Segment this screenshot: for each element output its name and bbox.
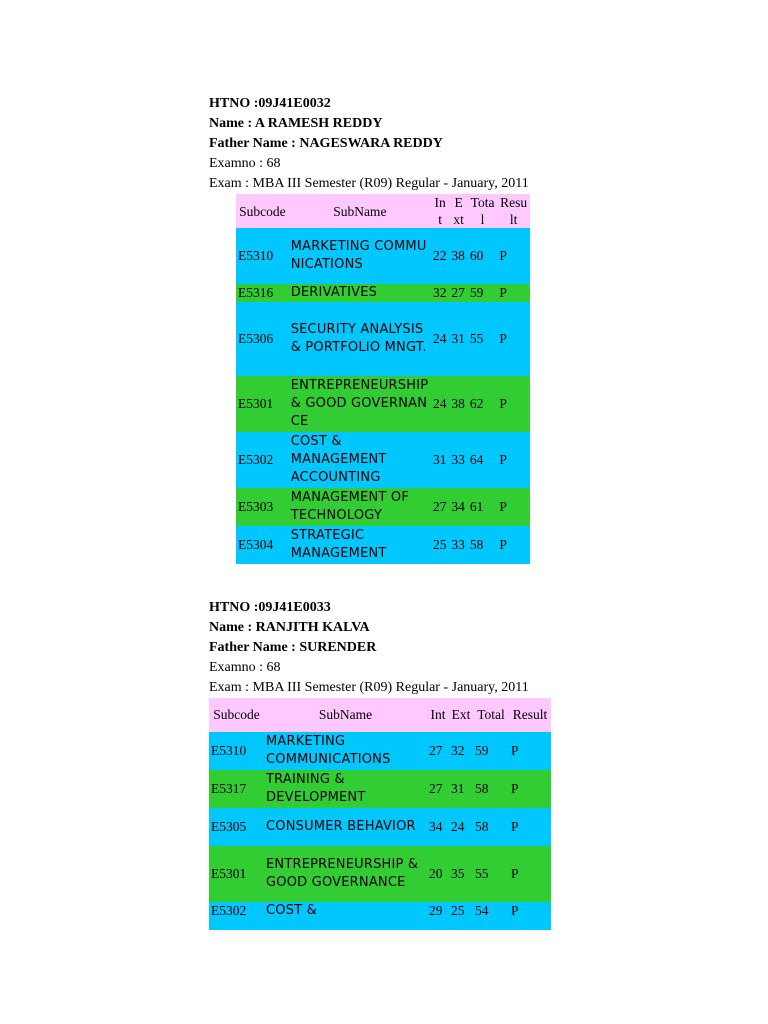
int-cell: 20 — [427, 846, 449, 902]
ext-cell: 34 — [449, 488, 467, 526]
ext-header: Ext — [449, 194, 467, 228]
htno-line — [209, 94, 530, 114]
table-row — [236, 526, 530, 564]
int-cell: 24 — [431, 376, 449, 432]
total-cell: 58 — [473, 808, 509, 846]
table-row — [236, 432, 530, 488]
result-cell: P — [509, 846, 551, 902]
int-cell: 24 — [431, 302, 449, 376]
subcode-header: Subcode — [209, 698, 264, 732]
name-value: RANJITH KALVA — [255, 620, 370, 635]
total-cell: 58 — [473, 770, 509, 808]
table-row — [236, 376, 530, 432]
ext-cell: 38 — [449, 228, 467, 284]
total-cell: 59 — [468, 284, 498, 302]
ext-cell: 38 — [449, 376, 467, 432]
exam-label: Exam : — [209, 680, 253, 695]
total-cell: 55 — [468, 302, 498, 376]
table-row — [209, 732, 551, 770]
total-cell: 64 — [468, 432, 498, 488]
table-header-row — [209, 698, 551, 732]
total-cell: 60 — [468, 228, 498, 284]
father-name-value: NAGESWARA REDDY — [299, 136, 443, 151]
subcode-cell: E5306 — [236, 302, 289, 376]
table-row — [236, 228, 530, 284]
table-row — [236, 284, 530, 302]
result-cell: P — [509, 732, 551, 770]
int-cell: 32 — [431, 284, 449, 302]
total-header: Total — [473, 698, 509, 732]
exam-line — [209, 174, 530, 194]
subname-cell: SECURITY ANALYSIS & PORTFOLIO MNGT. — [289, 302, 431, 376]
name-value: A RAMESH REDDY — [254, 116, 383, 131]
subname-cell: TRAINING & DEVELOPMENT — [264, 770, 427, 808]
subname-cell: DERIVATIVES — [289, 284, 431, 302]
subname-cell: MANAGEMENT OF TECHNOLOGY — [289, 488, 431, 526]
total-cell: 55 — [473, 846, 509, 902]
table-row — [209, 846, 551, 902]
result-header: Result — [509, 698, 551, 732]
subname-cell: ENTREPRENEURSHIP & GOOD GOVERNANCE — [289, 376, 431, 432]
subcode-cell: E5302 — [236, 432, 289, 488]
ext-cell: 33 — [449, 432, 467, 488]
table-row — [209, 770, 551, 808]
htno-label: HTNO : — [209, 600, 259, 615]
examno-value: 68 — [266, 660, 281, 675]
result-cell: P — [509, 808, 551, 846]
result-cell: P — [497, 432, 530, 488]
exam-value: MBA III Semester (R09) Regular - January, 2011 — [252, 680, 529, 695]
int-cell: 31 — [431, 432, 449, 488]
father-name-value: SURENDER — [299, 640, 377, 655]
table-row — [209, 808, 551, 846]
examno-line — [209, 154, 530, 174]
result-cell: P — [497, 228, 530, 284]
marks-table — [236, 194, 530, 564]
subname-cell: CONSUMER BEHAVIOR — [264, 808, 427, 846]
father-name-label: Father Name : — [209, 640, 300, 655]
total-cell: 58 — [468, 526, 498, 564]
name-line — [209, 114, 530, 134]
ext-cell: 32 — [449, 732, 473, 770]
table-row — [209, 902, 551, 930]
result-cell: P — [497, 376, 530, 432]
subcode-cell: E5310 — [209, 732, 264, 770]
ext-cell: 31 — [449, 770, 473, 808]
total-cell: 59 — [473, 732, 509, 770]
subname-cell: ENTREPRENEURSHIP & GOOD GOVERNANCE — [264, 846, 427, 902]
subcode-cell: E5304 — [236, 526, 289, 564]
name-line — [209, 618, 551, 638]
int-header: Int — [427, 698, 449, 732]
marks-table — [209, 698, 551, 930]
int-cell: 25 — [431, 526, 449, 564]
father-name-line — [209, 638, 551, 658]
result-record-1 — [209, 94, 530, 564]
result-cell: P — [509, 770, 551, 808]
subcode-cell: E5303 — [236, 488, 289, 526]
examno-line — [209, 658, 551, 678]
father-name-label: Father Name : — [209, 136, 300, 151]
table-header-row — [236, 194, 530, 228]
htno-label: HTNO : — [209, 96, 259, 111]
htno-value: 09J41E0032 — [258, 96, 331, 111]
ext-cell: 33 — [449, 526, 467, 564]
int-header: Int — [431, 194, 449, 228]
father-name-line — [209, 134, 530, 154]
name-label: Name : — [209, 116, 255, 131]
subname-cell: MARKETING COMMUNICATIONS — [289, 228, 431, 284]
int-cell: 27 — [427, 732, 449, 770]
int-cell: 34 — [427, 808, 449, 846]
examno-label: Examno : — [209, 156, 267, 171]
result-cell: P — [497, 488, 530, 526]
subcode-header: Subcode — [236, 194, 289, 228]
int-cell: 27 — [431, 488, 449, 526]
subname-cell: COST & MANAGEMENT ACCOUNTING — [289, 432, 431, 488]
examno-label: Examno : — [209, 660, 267, 675]
htno-line — [209, 598, 551, 618]
result-cell: P — [497, 526, 530, 564]
subname-cell: STRATEGIC MANAGEMENT — [289, 526, 431, 564]
subcode-cell: E5305 — [209, 808, 264, 846]
subcode-cell: E5310 — [236, 228, 289, 284]
name-label: Name : — [209, 620, 256, 635]
result-cell: P — [497, 284, 530, 302]
exam-label: Exam : — [209, 176, 253, 191]
ext-cell: 25 — [449, 902, 473, 930]
examno-value: 68 — [266, 156, 281, 171]
ext-cell: 31 — [449, 302, 467, 376]
ext-header: Ext — [449, 698, 473, 732]
subcode-cell: E5317 — [209, 770, 264, 808]
htno-value: 09J41E0033 — [258, 600, 331, 615]
subcode-cell: E5301 — [236, 376, 289, 432]
subname-cell: COST & — [264, 902, 427, 930]
subname-cell: MARKETING COMMUNICATIONS — [264, 732, 427, 770]
int-cell: 27 — [427, 770, 449, 808]
subcode-cell: E5302 — [209, 902, 264, 930]
subcode-cell: E5301 — [209, 846, 264, 902]
exam-line — [209, 678, 551, 698]
ext-cell: 24 — [449, 808, 473, 846]
total-cell: 61 — [468, 488, 498, 526]
subname-header: SubName — [264, 698, 427, 732]
ext-cell: 35 — [449, 846, 473, 902]
table-row — [236, 302, 530, 376]
ext-cell: 27 — [449, 284, 467, 302]
subcode-cell: E5316 — [236, 284, 289, 302]
total-header: Total — [468, 194, 498, 228]
result-header: Result — [497, 194, 530, 228]
int-cell: 22 — [431, 228, 449, 284]
int-cell: 29 — [427, 902, 449, 930]
result-cell: P — [497, 302, 530, 376]
subname-header: SubName — [289, 194, 431, 228]
exam-value: MBA III Semester (R09) Regular - January, 2011 — [252, 176, 529, 191]
total-cell: 54 — [473, 902, 509, 930]
result-cell: P — [509, 902, 551, 930]
table-row — [236, 488, 530, 526]
total-cell: 62 — [468, 376, 498, 432]
result-record-2 — [209, 598, 551, 930]
